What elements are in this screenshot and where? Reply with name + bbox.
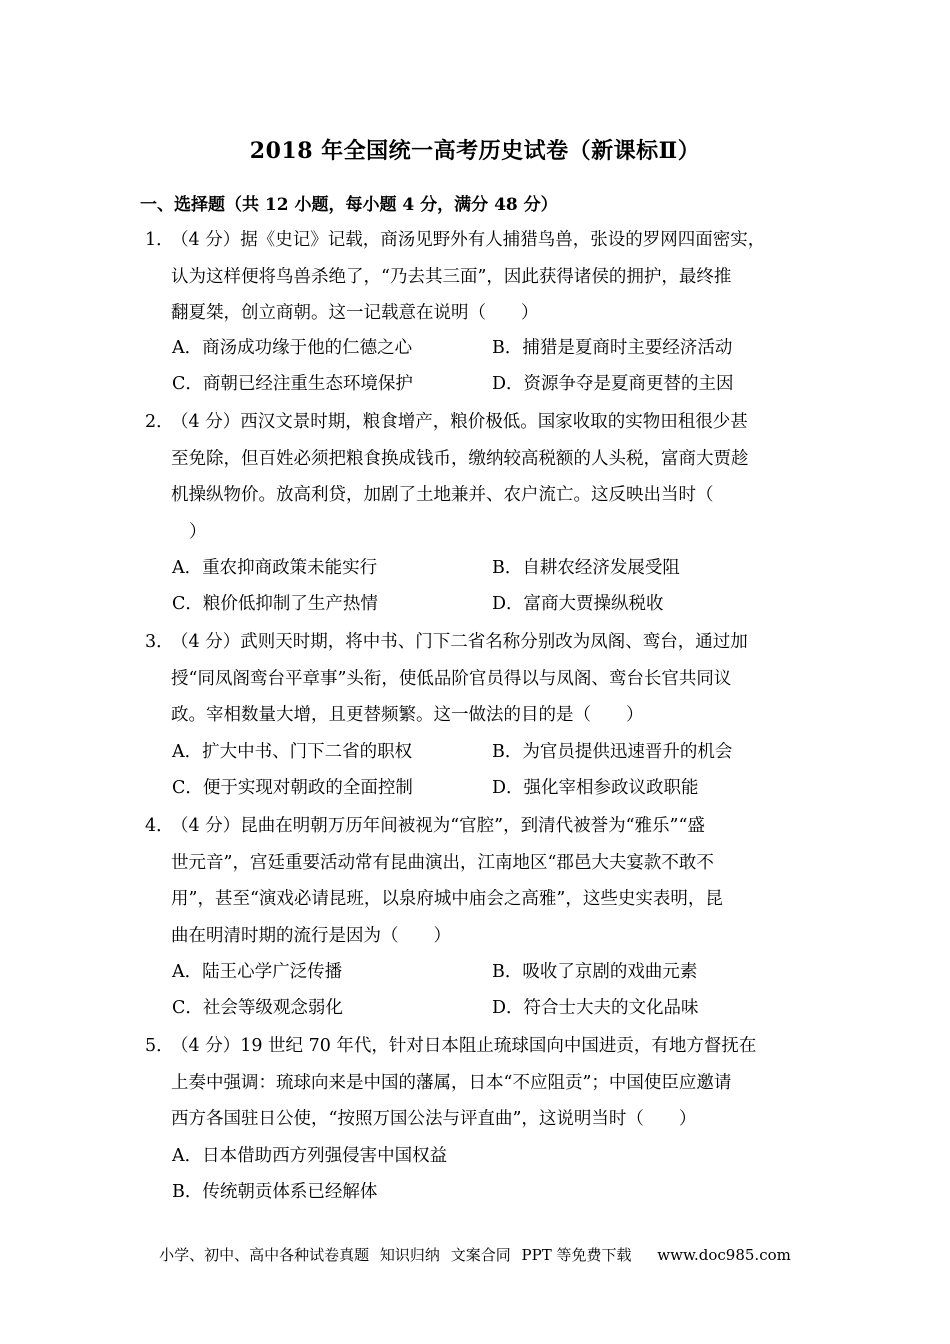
footer-text: PPT 等免费下载 — [521, 1246, 632, 1264]
question-text-line: 机操纵物价。放高利贷，加剧了土地兼并、农户流亡。这反映出当时（ — [171, 485, 714, 505]
question-4 — [145, 808, 825, 954]
question-2-options — [172, 550, 812, 622]
footer-url-link[interactable]: www.doc985.com — [657, 1246, 791, 1264]
section-heading: 一、选择题（共 12 小题，每小题 4 分，满分 48 分） — [140, 195, 558, 215]
option-b: B．传统朝贡体系已经解体 — [172, 1182, 378, 1202]
page-footer — [0, 1244, 950, 1265]
question-text-line: 用”，甚至“演戏必请昆班，以泉府城中庙会之高雅”，这些史实表明，昆 — [171, 889, 723, 909]
option-c: C．便于实现对朝政的全面控制 — [172, 778, 413, 798]
question-text-line: 世元音”，宫廷重要活动常有昆曲演出，江南地区“郡邑大夫宴款不敢不 — [171, 852, 714, 873]
question-text-line: 授“同凤阁鸾台平章事”头衔，使低品阶官员得以与凤阁、鸾台长官共同议 — [171, 668, 732, 689]
question-3-options — [172, 734, 812, 806]
footer-text: 文案合同 — [450, 1246, 511, 1264]
question-number: 3． — [145, 632, 174, 652]
option-c: C．社会等级观念弱化 — [172, 998, 343, 1018]
option-d: D．强化宰相参政议政职能 — [492, 778, 699, 798]
option-d: D．资源争夺是夏商更替的主因 — [492, 374, 734, 394]
question-text-line: 西方各国驻日公使，“按照万国公法与评直曲”，这说明当时（ ） — [171, 1109, 697, 1129]
question-1 — [145, 222, 825, 332]
question-text-line: （4 分）昆曲在明朝万历年间被视为“官腔”，到清代被誉为“雅乐”“盛 — [171, 816, 705, 836]
question-text-line: （4 分）19 世纪 70 年代，针对日本阻止琉球国向中国进贡，有地方督抚在 — [171, 1036, 757, 1056]
question-text-line: ） — [189, 521, 207, 542]
question-text-line: （4 分）据《史记》记载，商汤见野外有人捕猎鸟兽，张设的罗网四面密实， — [171, 230, 766, 250]
question-text-line: 翻夏桀，创立商朝。这一记载意在说明（ ） — [171, 303, 539, 323]
question-text-line: （4 分）武则天时期，将中书、门下二省名称分别改为凤阁、鸾台，通过加 — [171, 632, 748, 652]
option-a: A．日本借助西方列强侵害中国权益 — [172, 1146, 448, 1166]
option-b: B．捕猎是夏商时主要经济活动 — [492, 338, 733, 358]
question-number: 1． — [145, 230, 174, 250]
option-b: B．自耕农经济发展受阻 — [492, 558, 680, 578]
question-text-line: 曲在明清时期的流行是因为（ ） — [171, 925, 451, 946]
question-text-line: 至免除，但百姓必须把粮食换成钱币，缴纳较高税额的人头税，富商大贾趁 — [171, 448, 749, 469]
question-text-line: （4 分）西汉文景时期，粮食增产，粮价极低。国家收取的实物田租很少甚 — [171, 412, 748, 432]
option-c: C．粮价低抑制了生产热情 — [172, 594, 378, 614]
question-text-line: 上奏中强调：琉球向来是中国的藩属，日本“不应阻贡”；中国使臣应邀请 — [171, 1072, 732, 1093]
option-b: B．吸收了京剧的戏曲元素 — [492, 962, 698, 982]
footer-text: 知识归纳 — [379, 1246, 440, 1264]
page-title: 2018 年全国统一高考历史试卷（新课标Ⅱ） — [249, 138, 701, 164]
option-a: A．扩大中书、门下二省的职权 — [172, 742, 413, 762]
question-number: 4． — [145, 816, 174, 836]
footer-text: 小学、初中、高中各种试卷真题 — [159, 1246, 370, 1264]
option-c: C．商朝已经注重生态环境保护 — [172, 374, 413, 394]
question-number: 2． — [145, 412, 174, 432]
question-4-options — [172, 954, 812, 1026]
option-d: D．符合士大夫的文化品味 — [492, 998, 699, 1018]
option-a: A．陆王心学广泛传播 — [172, 962, 343, 982]
option-b: B．为官员提供迅速晋升的机会 — [492, 742, 733, 762]
question-5-options — [172, 1138, 812, 1210]
question-2 — [145, 404, 825, 550]
option-a: A．重农抑商政策未能实行 — [172, 558, 378, 578]
question-number: 5． — [145, 1036, 174, 1056]
question-3 — [145, 624, 825, 734]
question-5 — [145, 1028, 825, 1138]
question-text-line: 认为这样便将鸟兽杀绝了，“乃去其三面”，因此获得诸侯的拥护，最终推 — [171, 266, 732, 287]
question-1-options — [172, 330, 812, 402]
option-d: D．富商大贾操纵税收 — [492, 594, 664, 614]
question-text-line: 政。宰相数量大增，且更替频繁。这一做法的目的是（ ） — [171, 705, 644, 725]
option-a: A．商汤成功缘于他的仁德之心 — [172, 338, 413, 358]
